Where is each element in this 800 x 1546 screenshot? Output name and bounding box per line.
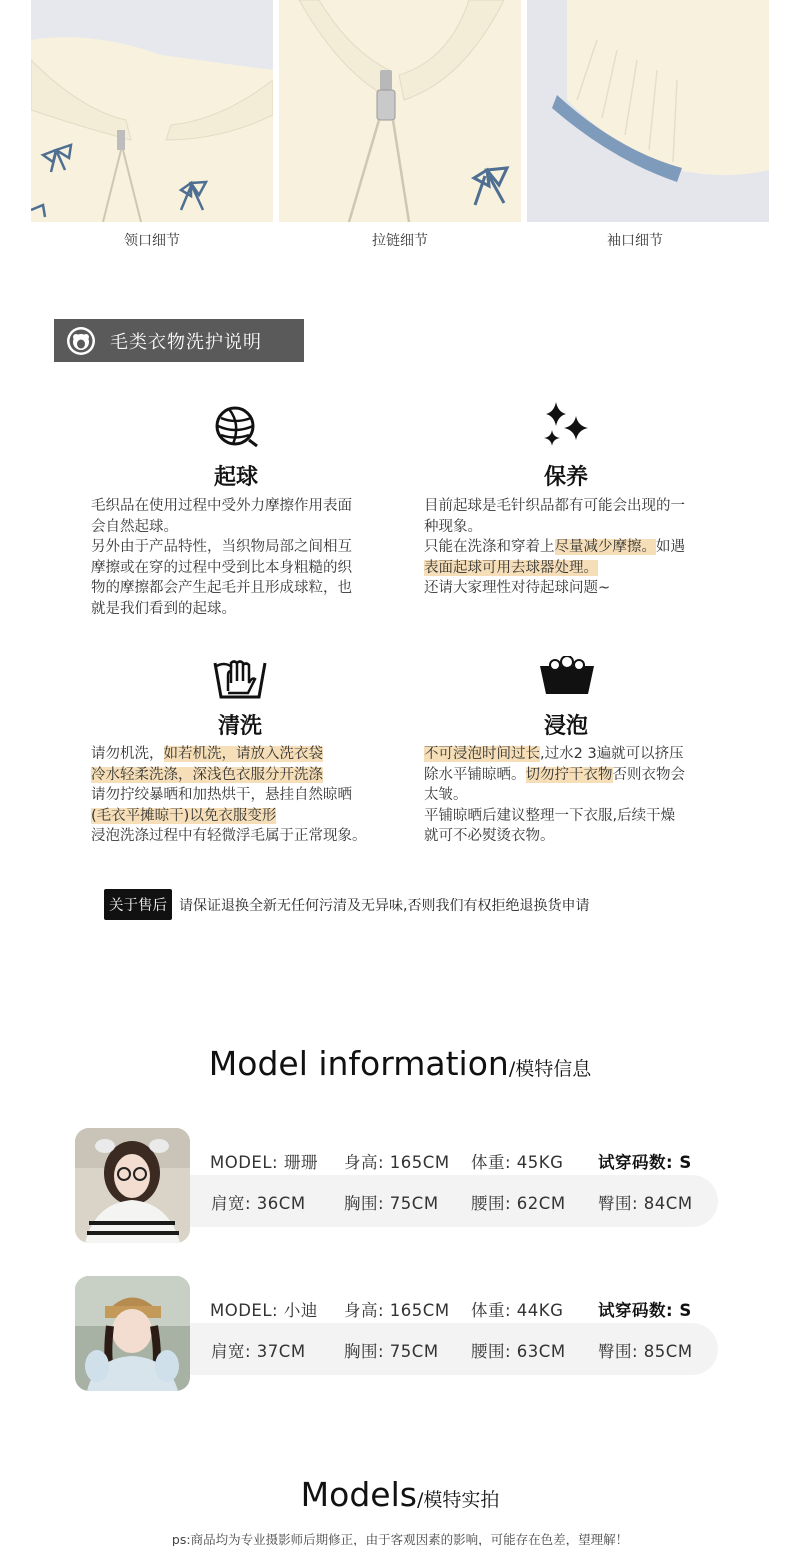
model-1-photo-icon — [75, 1128, 190, 1243]
model-2-photo-icon — [75, 1276, 190, 1391]
maintenance-text — [424, 496, 724, 599]
model-info-title: Model information/模特信息 — [208, 1044, 592, 1083]
soaking-line-2: 除水平铺晾晒。切勿拧干衣物否则衣物会 — [424, 766, 685, 783]
color-difference-footnote: ps:商品均为专业摄影师后期修正，由于客观因素的影响，可能存在色差，望理解！ — [171, 1532, 629, 1546]
cuff-photo-icon — [527, 0, 769, 222]
maintenance-line-5: 还请大家理性对待起球问题~ — [424, 580, 611, 596]
care-header-title: 毛类衣物洗护说明 — [110, 331, 262, 353]
sparkle-icon — [540, 400, 592, 452]
collar-caption: 领口细节 — [124, 233, 180, 249]
washing-line-5: 浸泡洗涤过程中有轻微浮毛属于正常现象。 — [91, 828, 367, 844]
pilling-text — [91, 496, 391, 619]
collar-photo-icon — [31, 0, 273, 222]
model-2-waist: 腰围: 63CM — [471, 1342, 566, 1361]
soaking-line-1: 不可浸泡时间过长,过水2 3遍就可以挤压 — [424, 746, 684, 762]
model-1-weight: 体重: 45KG — [471, 1153, 564, 1172]
washing-line-2 — [91, 765, 401, 786]
soaking-title: 浸泡 — [543, 714, 588, 739]
washing-line-1: 请勿机洗，如若机洗，请放入洗衣袋 — [91, 746, 323, 762]
model-2-height: 身高: 165CM — [344, 1301, 450, 1320]
highlight-laundry-bag: 如若机洗，请放入洗衣袋 — [163, 746, 323, 762]
model-1-hip: 臀围: 84CM — [598, 1194, 693, 1213]
pilling-line-5: 物的摩擦都会产生起毛并且形成球粒，也 — [91, 580, 352, 596]
zipper-caption: 拉链细节 — [372, 233, 428, 249]
yarn-ball-icon — [213, 404, 259, 450]
collar-detail-photo — [31, 0, 273, 222]
soaking-text — [424, 744, 724, 847]
maintenance-line-1: 目前起球是毛针织品都有可能会出现的一 — [424, 498, 685, 514]
models-section-title: Models/模特实拍 — [300, 1475, 500, 1514]
model-2-shoulder: 肩宽: 37CM — [211, 1342, 306, 1361]
highlight-no-wringing: 切勿拧干衣物 — [525, 766, 613, 783]
highlight-pill-remover: 表面起球可用去球器处理。 — [424, 559, 598, 576]
model-1-shoulder: 肩宽: 36CM — [211, 1194, 306, 1213]
model-1-height: 身高: 165CM — [344, 1153, 450, 1172]
hand-wash-icon — [212, 655, 268, 701]
model-1-size: 试穿码数: S — [598, 1153, 692, 1172]
pilling-line-1: 毛织品在使用过程中受外力摩擦作用表面 — [91, 498, 352, 514]
zipper-detail-photo — [279, 0, 521, 222]
model-2-name: MODEL: 小迪 — [210, 1301, 318, 1320]
pilling-line-3: 另外由于产品特性，当织物局部之间相互 — [91, 539, 352, 555]
soaking-line-4: 平铺晾晒后建议整理一下衣服,后续干燥 — [424, 807, 676, 824]
zipper-photo-icon — [279, 0, 521, 222]
soaking-line-5: 就可不必熨烫衣物。 — [424, 828, 555, 844]
model-2-avatar — [75, 1276, 190, 1391]
model-1-waist: 腰围: 62CM — [471, 1194, 566, 1213]
soaking-line-3: 太皱。 — [424, 787, 468, 803]
highlight-no-long-soak: 不可浸泡时间过长 — [424, 746, 540, 762]
model-1-name: MODEL: 珊珊 — [210, 1153, 318, 1172]
model-2-hip: 臀围: 85CM — [598, 1342, 693, 1361]
maintenance-line-2: 种现象。 — [424, 518, 482, 535]
washing-title: 清洗 — [217, 714, 262, 739]
soak-basin-icon — [538, 656, 596, 696]
care-instructions-header — [54, 319, 304, 362]
highlight-lay-flat: (毛衣平摊晾干)以免衣服变形 — [91, 807, 277, 824]
model-1-chest: 胸围: 75CM — [344, 1194, 439, 1213]
washing-text — [91, 744, 401, 847]
after-sale-note: 请保证退换全新无任何污清及无异味,否则我们有权拒绝退换货申请 — [179, 897, 590, 914]
maintenance-line-3: 只能在洗涤和穿着上尽量减少摩擦。如遇 — [424, 539, 685, 555]
pilling-line-2: 会自然起球。 — [91, 518, 178, 535]
model-2-size: 试穿码数: S — [598, 1301, 692, 1320]
sheep-icon — [66, 326, 96, 356]
model-1-avatar — [75, 1128, 190, 1243]
maintenance-line-4 — [424, 558, 724, 579]
model-2-chest: 胸围: 75CM — [344, 1342, 439, 1361]
highlight-reduce-friction: 尽量减少摩擦。 — [554, 539, 656, 555]
after-sale-notice — [104, 889, 589, 920]
model-2-weight: 体重: 44KG — [471, 1301, 564, 1320]
after-sale-tag: 关于售后 — [104, 889, 172, 920]
cuff-detail-photo — [527, 0, 769, 222]
washing-line-4 — [91, 806, 401, 827]
pilling-line-4: 摩擦或在穿的过程中受到比本身粗糙的织 — [91, 559, 352, 576]
washing-line-3: 请勿拧绞暴晒和加热烘干，悬挂自然晾晒 — [91, 787, 352, 803]
maintenance-title: 保养 — [543, 465, 588, 490]
pilling-line-6: 就是我们看到的起球。 — [91, 600, 236, 617]
pilling-title: 起球 — [213, 465, 258, 490]
cuff-caption: 袖口细节 — [607, 233, 663, 249]
highlight-cold-water: 冷水轻柔洗涤，深浅色衣服分开洗涤 — [91, 766, 323, 783]
